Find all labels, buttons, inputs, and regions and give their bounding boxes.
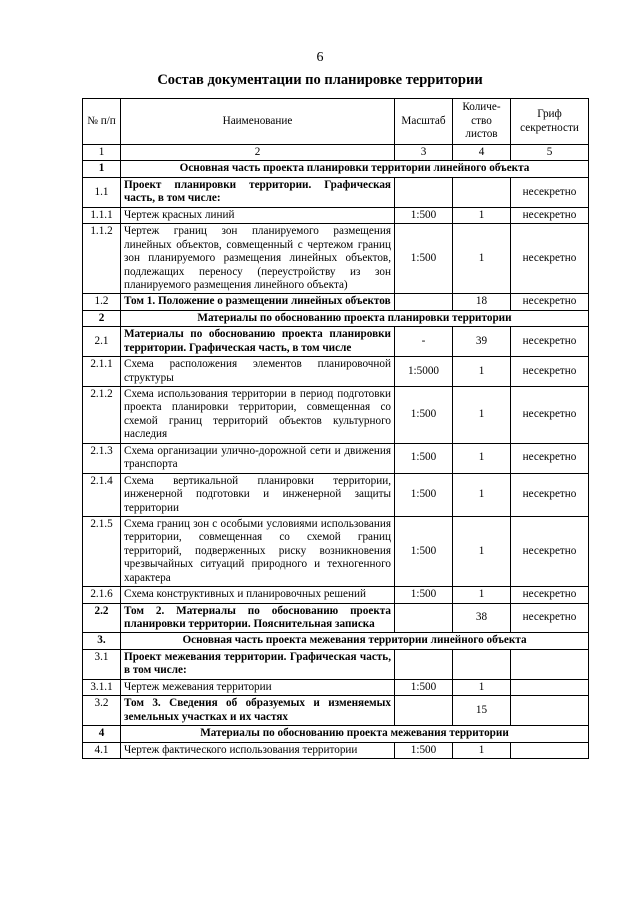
table-row [83,516,589,586]
header-scale: Масштаб [395,99,453,145]
row-sheets [453,177,511,207]
section-row [83,310,589,326]
row-name: Том 2. Материалы по обоснованию проекта планировки территории. Пояснительная записка [121,603,395,633]
row-name: Чертеж фактического использования территории [121,742,395,758]
table-row [83,387,589,444]
row-name: Том 3. Сведения об образуемых и изменяемых земельных участках и их частях [121,696,395,726]
row-sheets: 1 [453,742,511,758]
section-row [83,726,589,742]
row-scale [395,649,453,679]
row-secrecy [511,649,589,679]
row-number: 4.1 [83,742,121,758]
row-secrecy: несекретно [511,177,589,207]
row-name: Чертеж границ зон планируемого размещения линейных объектов, совмещенный с чертежом границ зон планируемого размещения линейных объектов, подлежащих переносу (переустройству из зон планируемого размещения линейного объекта) [121,224,395,294]
row-sheets: 1 [453,207,511,223]
row-secrecy: несекретно [511,443,589,473]
documentation-table [82,98,589,759]
row-sheets: 1 [453,387,511,444]
page-number: 6 [316,50,324,65]
table-row [83,327,589,357]
row-sheets: 1 [453,443,511,473]
section-row [83,633,589,649]
table-row [83,294,589,310]
row-scale: 1:500 [395,387,453,444]
column-number: 4 [453,145,511,161]
row-scale [395,603,453,633]
row-number: 2.1.6 [83,587,121,603]
row-sheets: 1 [453,516,511,586]
row-number: 1.2 [83,294,121,310]
column-number: 2 [121,145,395,161]
row-sheets: 39 [453,327,511,357]
header-name: Наименование [121,99,395,145]
row-number: 2.2 [83,603,121,633]
section-title: Основная часть проекта планировки территории линейного объекта [121,161,589,177]
section-number: 3. [83,633,121,649]
header-num: № п/п [83,99,121,145]
row-name: Проект планировки территории. Графическая часть, в том числе: [121,177,395,207]
row-name: Схема конструктивных и планировочных решений [121,587,395,603]
table-row [83,679,589,695]
row-number: 1.1.1 [83,207,121,223]
section-title: Материалы по обоснованию проекта планировки территории [121,310,589,326]
row-scale [395,294,453,310]
row-secrecy: несекретно [511,357,589,387]
row-sheets: 1 [453,473,511,516]
row-secrecy: несекретно [511,327,589,357]
row-sheets: 1 [453,224,511,294]
row-name: Схема организации улично-дорожной сети и движения транспорта [121,443,395,473]
row-scale: 1:500 [395,516,453,586]
row-secrecy: несекретно [511,473,589,516]
table-header-row [83,99,589,145]
table-row [83,649,589,679]
row-number: 3.1.1 [83,679,121,695]
row-sheets: 1 [453,679,511,695]
row-scale [395,177,453,207]
row-number: 2.1.2 [83,387,121,444]
row-name: Схема расположения элементов планировочной структуры [121,357,395,387]
row-scale: 1:500 [395,224,453,294]
header-sheets: Количе-ство листов [453,99,511,145]
row-sheets: 1 [453,587,511,603]
table-row [83,587,589,603]
section-number: 1 [83,161,121,177]
row-name: Схема использования территории в период подготовки проекта планировки территории, совмещенная со схемой границ территорий объектов культурного наследия [121,387,395,444]
column-number: 5 [511,145,589,161]
row-number: 2.1.4 [83,473,121,516]
row-sheets: 15 [453,696,511,726]
table-row [83,742,589,758]
row-scale: 1:5000 [395,357,453,387]
row-secrecy: несекретно [511,294,589,310]
row-secrecy: несекретно [511,603,589,633]
header-secrecy: Гриф секретности [511,99,589,145]
row-number: 2.1.1 [83,357,121,387]
row-number: 2.1.3 [83,443,121,473]
table-row [83,357,589,387]
table-row [83,473,589,516]
row-sheets: 18 [453,294,511,310]
row-number: 2.1.5 [83,516,121,586]
row-name: Схема границ зон с особыми условиями использования территории, совмещенная со схемой границ территорий, подверженных риску возникновения чрезвычайных ситуаций природного и техногенного характера [121,516,395,586]
row-scale: - [395,327,453,357]
row-number: 3.2 [83,696,121,726]
table-row [83,603,589,633]
row-scale: 1:500 [395,473,453,516]
row-secrecy: несекретно [511,207,589,223]
row-sheets: 1 [453,357,511,387]
row-scale [395,696,453,726]
row-name: Материалы по обоснованию проекта планировки территории. Графическая часть, в том числе [121,327,395,357]
row-name: Проект межевания территории. Графическая часть, в том числе: [121,649,395,679]
row-secrecy: несекретно [511,387,589,444]
row-name: Чертеж красных линий [121,207,395,223]
document-title: Состав документации по планировке территории [157,72,483,88]
section-number: 2 [83,310,121,326]
table-row [83,443,589,473]
section-row [83,161,589,177]
row-scale: 1:500 [395,443,453,473]
row-scale: 1:500 [395,207,453,223]
section-number: 4 [83,726,121,742]
row-sheets [453,649,511,679]
column-number: 1 [83,145,121,161]
row-sheets: 38 [453,603,511,633]
row-number: 1.1.2 [83,224,121,294]
section-title: Основная часть проекта межевания территории линейного объекта [121,633,589,649]
row-secrecy [511,696,589,726]
row-number: 1.1 [83,177,121,207]
row-scale: 1:500 [395,742,453,758]
row-secrecy [511,742,589,758]
row-secrecy [511,679,589,695]
row-secrecy: несекретно [511,224,589,294]
row-name: Схема вертикальной планировки территории, инженерной подготовки и инженерной защиты территории [121,473,395,516]
column-numbers-row [83,145,589,161]
row-secrecy: несекретно [511,587,589,603]
row-scale: 1:500 [395,587,453,603]
table-row [83,224,589,294]
section-title: Материалы по обоснованию проекта межевания территории [121,726,589,742]
row-secrecy: несекретно [511,516,589,586]
row-name: Том 1. Положение о размещении линейных объектов [121,294,395,310]
table-row [83,696,589,726]
row-number: 2.1 [83,327,121,357]
row-scale: 1:500 [395,679,453,695]
column-number: 3 [395,145,453,161]
table-row [83,207,589,223]
table-row [83,177,589,207]
row-number: 3.1 [83,649,121,679]
row-name: Чертеж межевания территории [121,679,395,695]
